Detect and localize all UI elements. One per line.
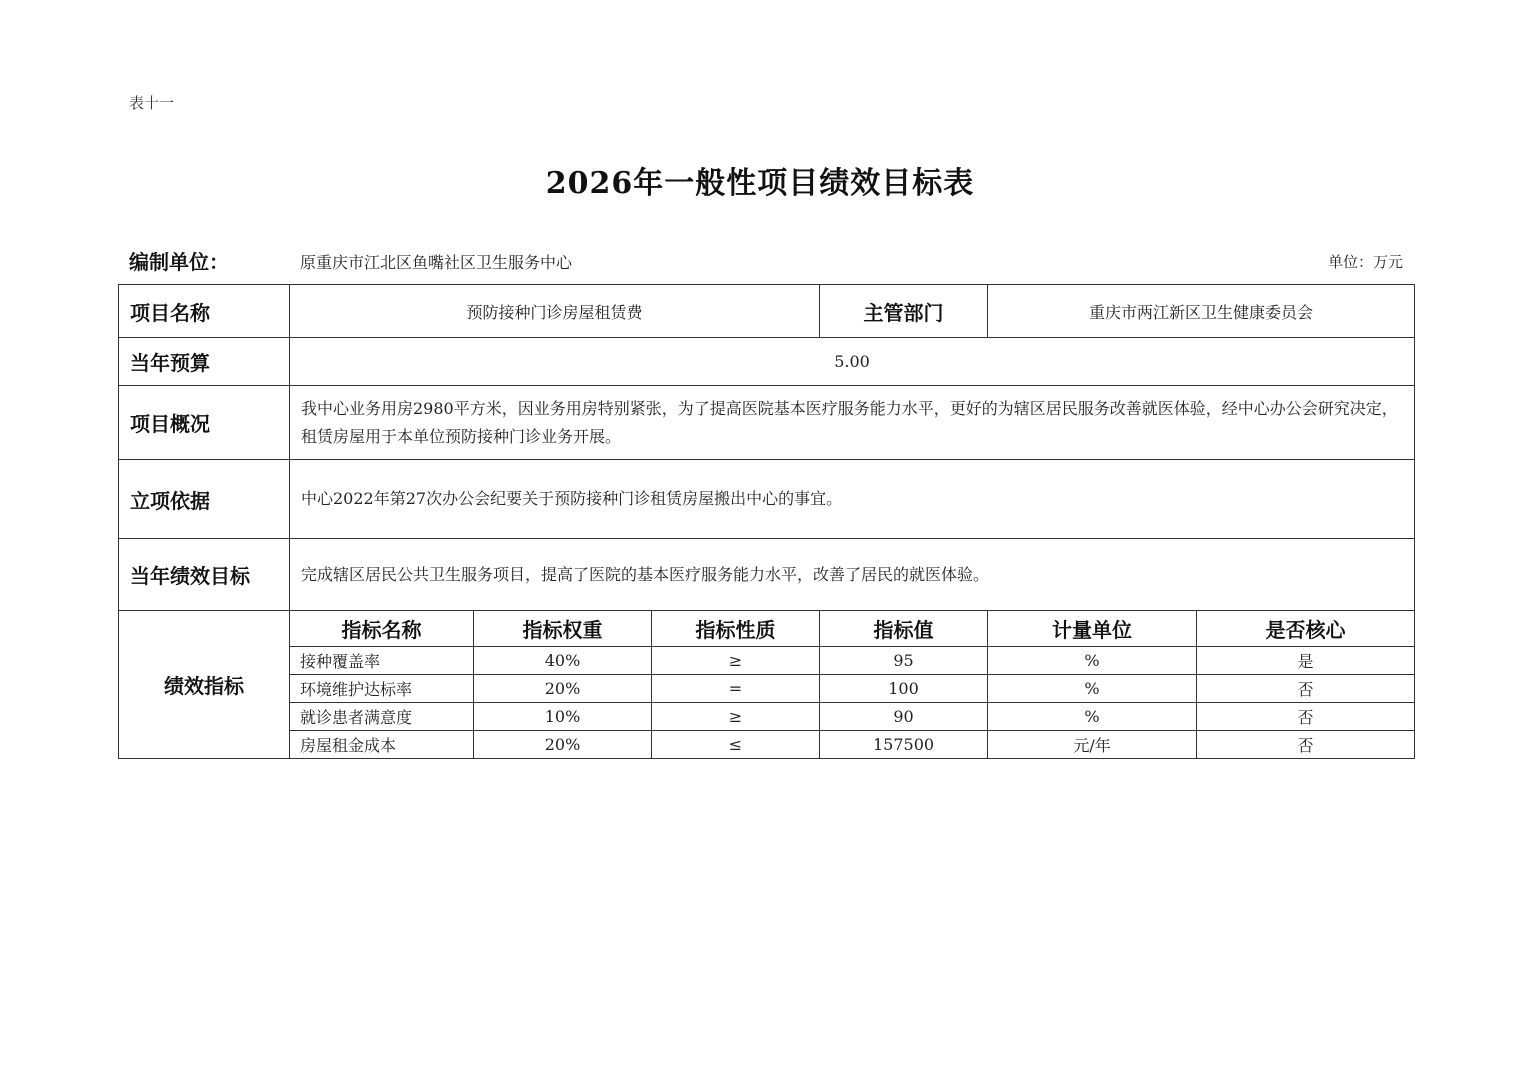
project-name-label: 项目名称 [119,285,290,338]
table-number: 表十一 [129,94,175,112]
indicator-header-row [119,611,1415,647]
indicator-weight: 20% [474,731,652,759]
indicator-header: 指标名称 [290,611,474,647]
indicator-nature: ≥ [652,703,820,731]
indicator-unit: 元/年 [988,731,1197,759]
indicator-value: 95 [820,647,988,675]
indicator-nature: ≥ [652,647,820,675]
goal-label: 当年绩效目标 [119,539,290,611]
overview-label: 项目概况 [119,386,290,460]
goal-value: 完成辖区居民公共卫生服务项目，提高了医院的基本医疗服务能力水平，改善了居民的就医体验。 [290,539,1415,611]
indicator-core: 否 [1197,731,1415,759]
budget-value: 5.00 [290,338,1415,386]
indicator-unit: % [988,647,1197,675]
indicator-weight: 10% [474,703,652,731]
indicator-unit: % [988,675,1197,703]
table-row [119,647,1415,675]
page-title: 2026年一般性项目绩效目标表 [545,166,975,201]
indicator-header: 计量单位 [988,611,1197,647]
indicator-header: 指标权重 [474,611,652,647]
indicator-core: 否 [1197,675,1415,703]
indicator-nature: ≤ [652,731,820,759]
indicator-name: 接种覆盖率 [290,647,474,675]
row-basis [119,460,1415,539]
indicator-header: 指标值 [820,611,988,647]
unit-label: 单位：万元 [1327,253,1403,271]
indicators-section-label: 绩效指标 [119,611,290,759]
org-label: 编制单位： [129,250,229,274]
table-row [119,731,1415,759]
indicator-name: 房屋租金成本 [290,731,474,759]
budget-label: 当年预算 [119,338,290,386]
indicator-header: 是否核心 [1197,611,1415,647]
indicator-value: 90 [820,703,988,731]
indicator-name: 就诊患者满意度 [290,703,474,731]
indicator-header: 指标性质 [652,611,820,647]
table-row [119,703,1415,731]
project-name-value: 预防接种门诊房屋租赁费 [290,285,820,338]
row-goal [119,539,1415,611]
dept-value: 重庆市两江新区卫生健康委员会 [988,285,1415,338]
table-row [119,675,1415,703]
indicator-weight: 20% [474,675,652,703]
indicator-core: 是 [1197,647,1415,675]
row-project-name [119,285,1415,338]
overview-value: 我中心业务用房2980平方米，因业务用房特别紧张，为了提高医院基本医疗服务能力水平，更好的为辖区居民服务改善就医体验，经中心办公会研究决定，租赁房屋用于本单位预防接种门诊业务开展。 [290,386,1415,460]
indicator-core: 否 [1197,703,1415,731]
basis-label: 立项依据 [119,460,290,539]
indicator-nature: = [652,675,820,703]
indicator-weight: 40% [474,647,652,675]
indicator-value: 100 [820,675,988,703]
row-overview [119,386,1415,460]
indicator-value: 157500 [820,731,988,759]
performance-target-table [118,284,1415,759]
indicator-name: 环境维护达标率 [290,675,474,703]
basis-value: 中心2022年第27次办公会纪要关于预防接种门诊租赁房屋搬出中心的事宜。 [290,460,1415,539]
dept-label: 主管部门 [820,285,988,338]
indicator-unit: % [988,703,1197,731]
row-budget [119,338,1415,386]
org-name: 原重庆市江北区鱼嘴社区卫生服务中心 [300,253,573,272]
